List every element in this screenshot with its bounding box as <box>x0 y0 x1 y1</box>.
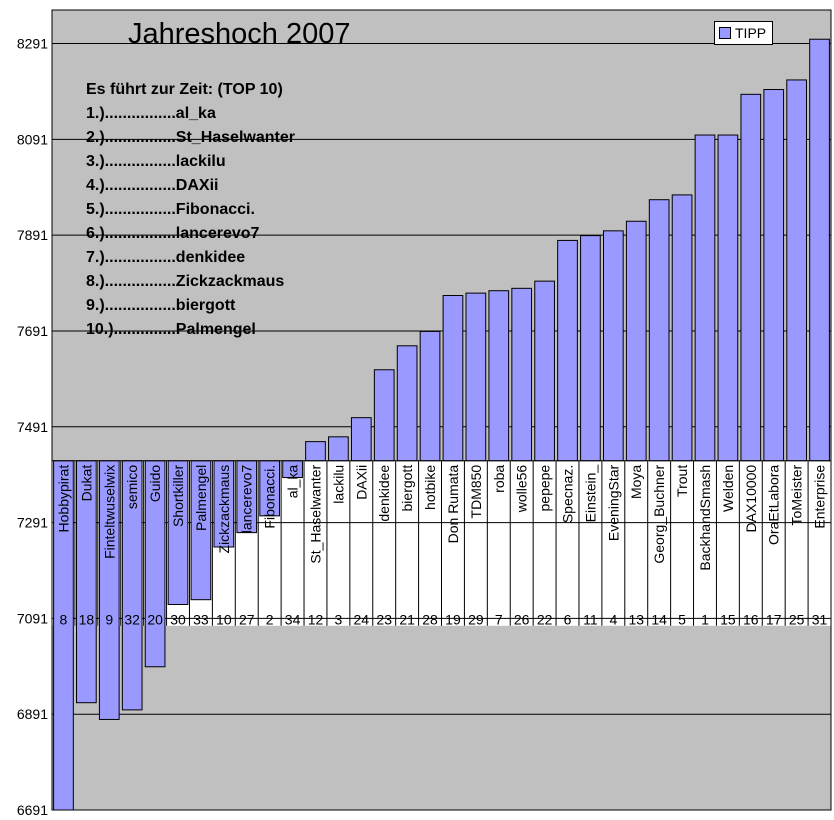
x-tick-label: Zickzackmaus <box>215 464 232 554</box>
bar <box>787 80 807 461</box>
top10-annotation <box>86 78 295 342</box>
id-label: 32 <box>124 611 140 628</box>
x-tick-label: BackhandSmash <box>696 464 713 571</box>
id-label: 3 <box>334 611 343 628</box>
bar <box>718 135 738 461</box>
x-tick-label: Palmengel <box>192 464 209 531</box>
x-tick-label: Moya <box>628 464 645 500</box>
bar <box>741 94 761 460</box>
bar <box>374 370 394 461</box>
id-label: 22 <box>536 611 553 628</box>
id-label: 2 <box>265 611 274 628</box>
x-tick-label: Enterprise <box>811 464 828 529</box>
y-tick-label: 8291 <box>16 35 48 52</box>
id-label: 5 <box>678 611 686 628</box>
x-tick-label: lackilu <box>330 464 347 504</box>
bar <box>535 281 555 461</box>
x-tick-label: Fibonacci. <box>261 464 278 529</box>
id-label: 16 <box>743 611 759 628</box>
legend-label: TIPP <box>735 25 767 41</box>
id-label: 19 <box>445 611 461 628</box>
x-tick-label: Einstein_ <box>582 464 599 523</box>
id-label: 12 <box>307 611 324 628</box>
x-tick-label: Shortkiller <box>170 464 187 528</box>
x-tick-label: wolle56 <box>513 464 530 513</box>
legend <box>714 21 773 45</box>
bar <box>695 135 715 461</box>
x-tick-label: DAX10000 <box>742 464 759 533</box>
bar <box>810 39 830 461</box>
top10-heading: Es führt zur Zeit: (TOP 10) <box>86 81 283 98</box>
chart-title: Jahreshoch 2007 <box>128 18 351 50</box>
y-tick-label: 7491 <box>16 418 48 435</box>
bar <box>649 200 669 461</box>
x-tick-label: denkidee <box>376 464 393 522</box>
x-tick-label: St_Haselwanter <box>307 464 324 564</box>
x-tick-label: lancerevo7 <box>238 464 255 534</box>
bar <box>443 296 463 461</box>
id-label: 6 <box>563 611 572 628</box>
bar <box>603 231 623 461</box>
bar <box>581 236 601 461</box>
top10-line: 2.)................St_Haselwanter <box>86 129 295 146</box>
x-tick-label: hotbike <box>422 464 439 510</box>
top10-line: 9.)................biergott <box>86 297 236 314</box>
bar <box>306 442 326 461</box>
top10-line: 8.)................Zickzackmaus <box>86 273 285 290</box>
x-tick-label: EveningStar <box>605 464 622 542</box>
id-label: 17 <box>765 611 782 628</box>
bar <box>420 331 440 460</box>
y-axis-labels <box>17 36 48 818</box>
id-label: 26 <box>513 611 530 628</box>
id-label: 8 <box>59 611 68 628</box>
id-label: 7 <box>494 611 503 628</box>
top10-line: 5.)................Fibonacci. <box>86 201 255 218</box>
top10-line: 6.)................lancerevo7 <box>86 225 260 242</box>
bar <box>329 437 349 461</box>
x-tick-label: pepepe <box>536 464 553 512</box>
id-label: 15 <box>720 611 736 628</box>
id-label: 10 <box>216 611 232 628</box>
top10-line: 1.)................al_ka <box>86 105 216 122</box>
id-label: 14 <box>651 611 667 628</box>
y-tick-label: 7291 <box>16 514 48 531</box>
id-label: 28 <box>422 611 438 628</box>
top10-line: 7.)................denkidee <box>86 249 246 266</box>
x-tick-label: Hobbypirat <box>55 464 72 533</box>
id-label: 30 <box>170 611 186 628</box>
bar <box>512 288 532 460</box>
x-tick-label: Georg_Buchner <box>651 464 668 564</box>
y-tick-label: 6891 <box>16 706 48 723</box>
y-tick-label: 8091 <box>16 131 48 148</box>
id-label: 25 <box>788 611 805 628</box>
x-tick-label: semico <box>124 464 141 510</box>
bar <box>466 293 486 461</box>
y-tick-label: 6691 <box>16 802 48 818</box>
id-label: 9 <box>105 611 114 628</box>
x-tick-label: biergott <box>399 464 416 512</box>
x-tick-label: Trout <box>674 464 691 497</box>
id-label: 33 <box>193 611 209 628</box>
top10-line: 10.)..............Palmengel <box>86 321 256 338</box>
x-tick-label: TDM850 <box>467 464 484 519</box>
x-tick-label: Don Rumata <box>444 464 461 544</box>
id-label: 18 <box>78 611 95 628</box>
bar <box>351 418 371 461</box>
x-tick-label: ToMeister <box>788 464 805 526</box>
x-tick-label: Specnaz. <box>559 464 576 524</box>
x-tick-label: DAXii <box>353 464 370 500</box>
id-label: 31 <box>811 611 828 628</box>
id-label: 23 <box>376 611 393 628</box>
y-tick-label: 7891 <box>16 227 48 244</box>
bar <box>626 221 646 461</box>
bar <box>397 346 417 461</box>
x-tick-label: Welden <box>719 464 736 512</box>
id-label: 11 <box>583 611 598 628</box>
x-tick-label: OraEtLabora <box>765 464 782 545</box>
id-label: 29 <box>468 611 484 628</box>
legend-swatch <box>719 27 731 39</box>
id-label: 34 <box>284 611 301 628</box>
id-label: 1 <box>701 611 709 628</box>
x-tick-label: roba <box>490 464 507 493</box>
bar <box>558 240 578 460</box>
id-label: 27 <box>238 611 255 628</box>
bar <box>764 90 784 461</box>
id-label: 4 <box>609 611 618 628</box>
x-tick-label: Dukat <box>78 464 95 502</box>
x-tick-label: al_ka <box>284 464 301 499</box>
x-tick-label: Finteltwuselwix <box>101 464 118 559</box>
bar <box>672 195 692 461</box>
x-tick-label: Guido <box>147 464 164 503</box>
id-label: 13 <box>628 611 645 628</box>
bar <box>489 291 509 461</box>
top10-line: 3.)................lackilu <box>86 153 226 170</box>
id-label: 24 <box>353 611 370 628</box>
id-label: 21 <box>399 611 415 628</box>
y-tick-label: 7691 <box>16 322 48 339</box>
top10-line: 4.)................DAXii <box>86 177 219 194</box>
y-tick-label: 7091 <box>16 610 48 627</box>
id-label: 20 <box>147 611 163 628</box>
